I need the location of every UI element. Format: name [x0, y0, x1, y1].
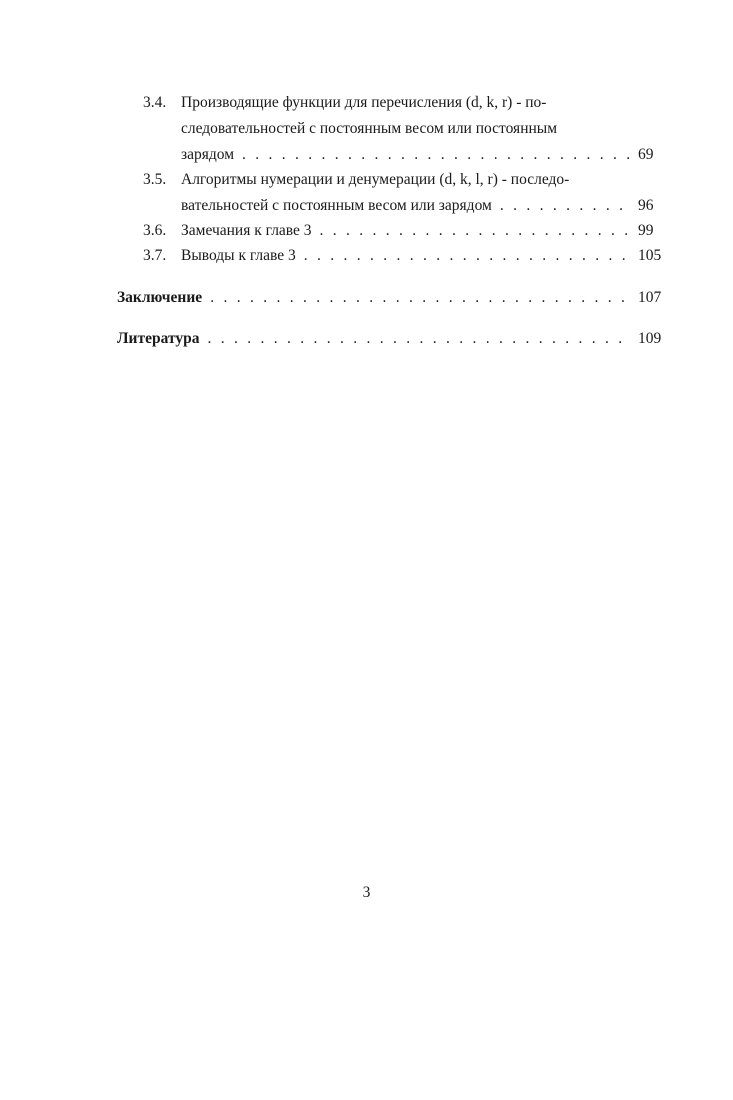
dot-leader [207, 326, 632, 352]
toc-entry-3-7[interactable] [143, 243, 666, 269]
toc-entry-3-6[interactable] [143, 218, 666, 244]
toc-entry-number: 3.7. [143, 247, 167, 264]
dot-leader [500, 193, 632, 219]
dot-leader [210, 285, 632, 311]
toc-entry-title-line: Замечания к главе 3 [181, 222, 312, 239]
toc-entry-3-4[interactable] [143, 90, 666, 168]
toc-entry-title-line: зарядом [181, 146, 235, 163]
toc-entry-number: 3.6. [143, 222, 167, 239]
toc-chapter-title: Заключение [117, 289, 203, 306]
toc-chapter-conclusion[interactable] [117, 285, 666, 311]
page-number: 3 [362, 884, 371, 901]
toc-entry-3-5[interactable] [143, 167, 666, 219]
toc-page-number: 107 [638, 289, 662, 306]
toc-entry-title-line: следовательностей с постоянным весом или постоянным [181, 120, 558, 137]
toc-chapter-references[interactable] [117, 326, 666, 352]
toc-entry-title-line: вательностей с постоянным весом или зарядом [181, 197, 492, 214]
toc-page-number: 69 [638, 146, 654, 163]
toc-page-number: 96 [638, 197, 654, 214]
dot-leader [320, 218, 632, 244]
toc-entry-number: 3.5. [143, 171, 167, 188]
toc-chapter-title: Литература [117, 330, 200, 347]
toc-entry-title-line: Производящие функции для перечисления (d, k, r) - по- [181, 94, 547, 111]
toc-entry-title-line: Алгоритмы нумерации и денумерации (d, k, l, r) - последо- [181, 171, 570, 188]
toc-page-number: 105 [638, 247, 662, 264]
toc-entry-number: 3.4. [143, 94, 167, 111]
toc-page-number: 99 [638, 222, 654, 239]
dot-leader [242, 142, 632, 168]
toc-page-number: 109 [638, 330, 662, 347]
toc-entry-title-line: Выводы к главе 3 [181, 247, 296, 264]
dot-leader [304, 243, 632, 269]
